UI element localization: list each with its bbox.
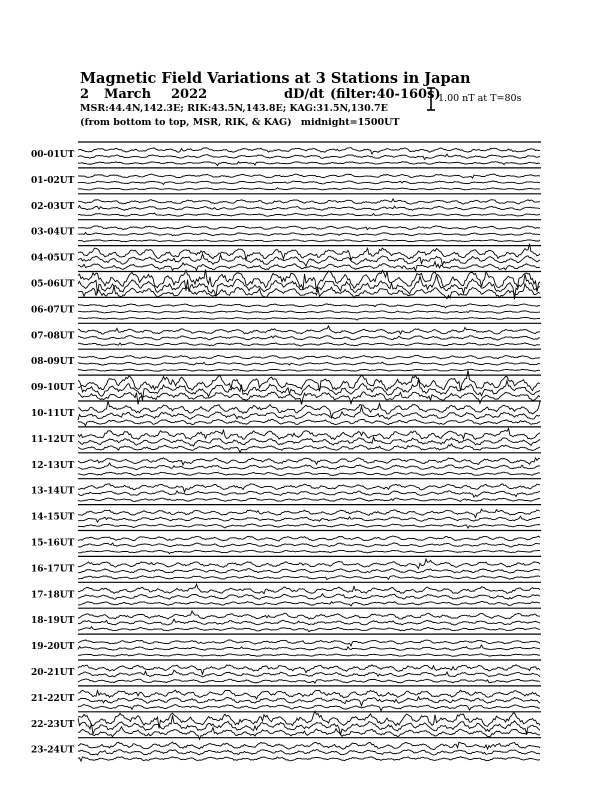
- trace-RIK: [78, 594, 540, 600]
- trace-MSR: [78, 213, 540, 216]
- title-year: 2022: [171, 87, 208, 102]
- row-label: 17-18UT: [31, 590, 75, 601]
- row-10-11UT: [31, 401, 541, 426]
- trace-KAG: [78, 304, 540, 308]
- row-06-07UT: [31, 297, 541, 320]
- trace-RIK: [78, 645, 540, 650]
- row-00-01UT: [31, 142, 541, 166]
- row-label: 08-09UT: [31, 357, 75, 368]
- row-12-13UT: [31, 453, 541, 476]
- trace-MSR: [78, 601, 540, 606]
- trace-RIK: [78, 619, 540, 625]
- trace-MSR: [78, 162, 540, 166]
- trace-KAG: [78, 611, 540, 619]
- trace-MSR: [78, 627, 540, 632]
- trace-KAG: [78, 584, 540, 594]
- row-label: 15-16UT: [31, 538, 75, 549]
- row-21-22UT: [31, 686, 541, 711]
- row-19-20UT: [31, 634, 541, 656]
- trace-MSR: [78, 654, 540, 656]
- trace-MSR: [78, 498, 540, 502]
- trace-MSR: [78, 679, 540, 683]
- row-07-08UT: [31, 323, 541, 346]
- row-11-12UT: [31, 427, 541, 453]
- trace-MSR: [78, 392, 540, 405]
- trace-MSR: [78, 318, 540, 321]
- trace-RIK: [78, 154, 540, 159]
- trace-MSR: [78, 550, 540, 553]
- row-02-03UT: [31, 194, 541, 216]
- row-08-09UT: [31, 349, 541, 371]
- trace-KAG: [78, 458, 540, 465]
- trace-RIK: [78, 336, 540, 340]
- trace-RIK: [78, 697, 540, 706]
- trace-KAG: [78, 559, 540, 569]
- trace-KAG: [78, 711, 540, 728]
- midnight-note: midnight=1500UT: [300, 117, 400, 128]
- row-label: 01-02UT: [31, 175, 75, 186]
- row-label: 02-03UT: [31, 201, 75, 212]
- trace-RIK: [78, 670, 540, 677]
- trace-RIK: [78, 543, 540, 547]
- order-note: (from bottom to top, MSR, RIK, & KAG): [80, 117, 292, 128]
- row-label: 22-23UT: [31, 719, 75, 730]
- trace-RIK: [78, 181, 540, 185]
- title-month: March: [104, 87, 152, 102]
- trace-RIK: [78, 491, 540, 497]
- chart-title: Magnetic Field Variations at 3 Stations in Japan: [80, 70, 471, 87]
- row-label: 18-19UT: [31, 616, 75, 627]
- trace-KAG: [78, 174, 540, 178]
- row-20-21UT: [31, 660, 541, 683]
- row-label: 20-21UT: [31, 668, 75, 678]
- row-17-18UT: [31, 582, 541, 606]
- trace-MSR: [78, 444, 540, 453]
- scale-label: 1.00 nT at T=80s: [438, 93, 522, 104]
- trace-RIK: [78, 569, 540, 573]
- row-23-24UT: [31, 738, 541, 761]
- title-quantity: dD/dt: [284, 87, 325, 102]
- row-16-17UT: [31, 556, 541, 579]
- row-label: 03-04UT: [31, 227, 75, 238]
- row-label: 12-13UT: [31, 460, 75, 471]
- trace-RIK: [78, 362, 540, 365]
- trace-KAG: [78, 665, 540, 675]
- row-09-10UT: [31, 370, 541, 404]
- trace-RIK: [78, 516, 540, 522]
- trace-RIK: [78, 311, 540, 313]
- row-01-02UT: [31, 168, 541, 190]
- trace-KAG: [78, 355, 540, 359]
- trace-MSR: [78, 576, 540, 580]
- trace-MSR: [78, 472, 540, 475]
- title-filter: (filter:40-160s): [330, 87, 441, 102]
- trace-RIK: [78, 232, 540, 235]
- trace-RIK: [78, 379, 540, 400]
- trace-RIK: [78, 254, 540, 266]
- row-label: 05-06UT: [31, 279, 75, 290]
- trace-MSR: [78, 757, 540, 762]
- trace-KAG: [78, 370, 540, 391]
- trace-KAG: [78, 484, 540, 492]
- station-coordinates: MSR:44.4N,142.3E; RIK:43.5N,143.8E; KAG:31.5N,130.7E: [80, 103, 388, 114]
- trace-MSR: [78, 343, 540, 346]
- row-label: 09-10UT: [31, 383, 75, 394]
- trace-RIK: [78, 206, 540, 211]
- trace-MSR: [78, 524, 540, 528]
- row-label: 06-07UT: [31, 305, 75, 316]
- row-13-14UT: [31, 479, 541, 502]
- trace-MSR: [78, 262, 540, 271]
- trace-KAG: [78, 199, 540, 204]
- row-label: 04-05UT: [31, 253, 75, 264]
- trace-KAG: [78, 148, 540, 155]
- trace-KAG: [78, 536, 540, 541]
- row-15-16UT: [31, 531, 541, 554]
- row-label: 07-08UT: [31, 331, 75, 342]
- row-label: 11-12UT: [31, 434, 75, 445]
- row-18-19UT: [31, 608, 541, 632]
- trace-KAG: [78, 742, 540, 749]
- row-label: 23-24UT: [31, 745, 75, 756]
- row-14-15UT: [31, 505, 541, 528]
- trace-KAG: [78, 326, 540, 334]
- title-day: 2: [80, 87, 90, 102]
- trace-MSR: [78, 705, 540, 711]
- row-03-04UT: [31, 220, 541, 242]
- trace-MSR: [78, 188, 540, 190]
- trace-KAG: [78, 226, 540, 230]
- row-05-06UT: [31, 270, 541, 300]
- trace-RIK: [78, 437, 540, 446]
- row-label: 10-11UT: [31, 409, 75, 419]
- trace-KAG: [78, 640, 540, 646]
- trace-RIK: [78, 715, 540, 735]
- row-label: 00-01UT: [31, 150, 75, 160]
- trace-MSR: [78, 419, 540, 426]
- row-label: 14-15UT: [31, 512, 75, 523]
- trace-KAG: [78, 428, 540, 439]
- row-04-05UT: [31, 244, 541, 271]
- trace-KAG: [78, 270, 540, 292]
- row-22-23UT: [31, 711, 541, 739]
- trace-RIK: [78, 750, 540, 755]
- row-label: 13-14UT: [31, 486, 75, 497]
- row-label: 19-20UT: [31, 642, 75, 653]
- trace-KAG: [78, 509, 540, 517]
- trace-MSR: [78, 369, 540, 371]
- trace-KAG: [78, 690, 540, 699]
- trace-MSR: [78, 240, 540, 242]
- row-label: 21-22UT: [31, 693, 75, 704]
- scale-bar: [427, 88, 435, 110]
- trace-RIK: [78, 463, 540, 470]
- row-label: 16-17UT: [31, 564, 75, 575]
